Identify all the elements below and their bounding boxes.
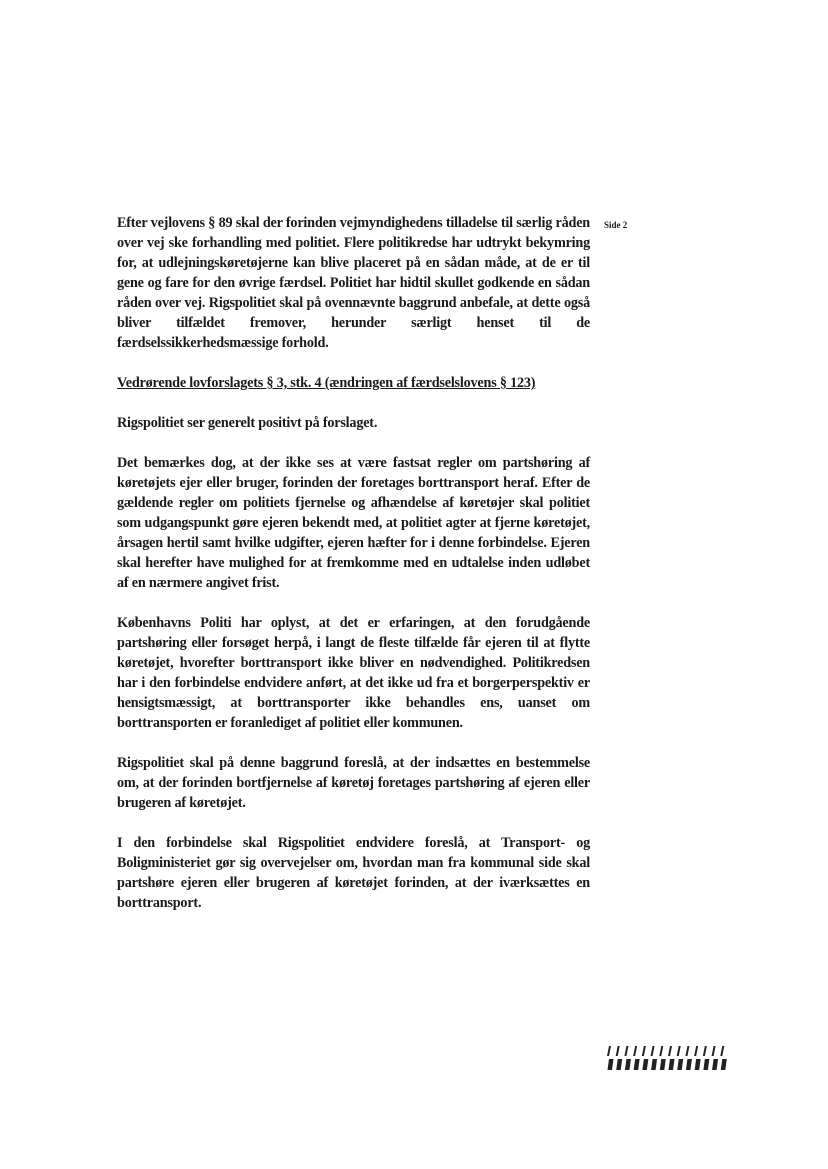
paragraph-forslag: Rigspolitiet skal på denne baggrund foreslå, at der indsættes en bestemmelse om, at der forinden bortfjernelse af køretøj foretages partshøring af ejeren eller brugeren af køretøjet. <box>117 755 590 811</box>
page-number: Side 2 <box>604 220 628 230</box>
paragraph-positive: Rigspolitiet ser generelt positivt på forslaget. <box>117 415 378 431</box>
paragraph-ministeriet: I den forbindelse skal Rigspolitiet endvidere foreslå, at Transport- og Boligministeriet gør sig overvejelser om, hvordan man fra kommunal side skal partshøre ejeren eller brugeren af køretøjet forinden, at der iværksættes en borttransport. <box>117 835 590 911</box>
barcode-icon <box>606 1046 728 1070</box>
paragraph-partshoering: Det bemærkes dog, at der ikke ses at være fastsat regler om partshøring af køretøjets ejer eller bruger, forinden der foretages borttransport heraf. Efter de gældende regler om politiets fjernelse og afhændelse af køretøjer skal politiet som udgangspunkt gøre ejeren bekendt med, at politiet agter at fjerne køretøjet, årsagen hertil samt hvilke udgifter, ejeren hæfter for i denne forbindelse. Ejeren skal herefter have mulighed for at fremkomme med en udtalelse inden udløbet af en nærmere angivet frist. <box>117 455 590 591</box>
document-body <box>117 213 590 933</box>
section-heading: Vedrørende lovforslagets § 3, stk. 4 (ændringen af færdselslovens § 123) <box>117 375 536 391</box>
paragraph-vejlov: Efter vejlovens § 89 skal der forinden vejmyndighedens tilladelse til særlig råden over vej ske forhandling med politiet. Flere politikredse har udtrykt bekymring for, at udlejningskøretøjerne kan blive placeret på en sådan måde, at de er til gene og fare for den øvrige færdsel. Politiet har hidtil skullet godkende en sådan råden over vej. Rigspolitiet skal på ovennævnte baggrund anbefale, at dette også bliver tilfældet fremover, herunder særligt henset til de færdselssikkerhedsmæssige forhold. <box>117 215 590 351</box>
paragraph-koebenhavns-politi: Københavns Politi har oplyst, at det er erfaringen, at den forudgående partshøring eller forsøget herpå, i langt de fleste tilfælde får ejeren til at flytte køretøjet, hvorefter borttransport ikke bliver en nødvendighed. Politikredsen har i den forbindelse endvidere anført, at det ikke ud fra et borgerperspektiv er hensigtsmæssigt, at borttransporter ikke behandles ens, uanset om borttransporten er foranlediget af politiet eller kommunen. <box>117 615 590 731</box>
